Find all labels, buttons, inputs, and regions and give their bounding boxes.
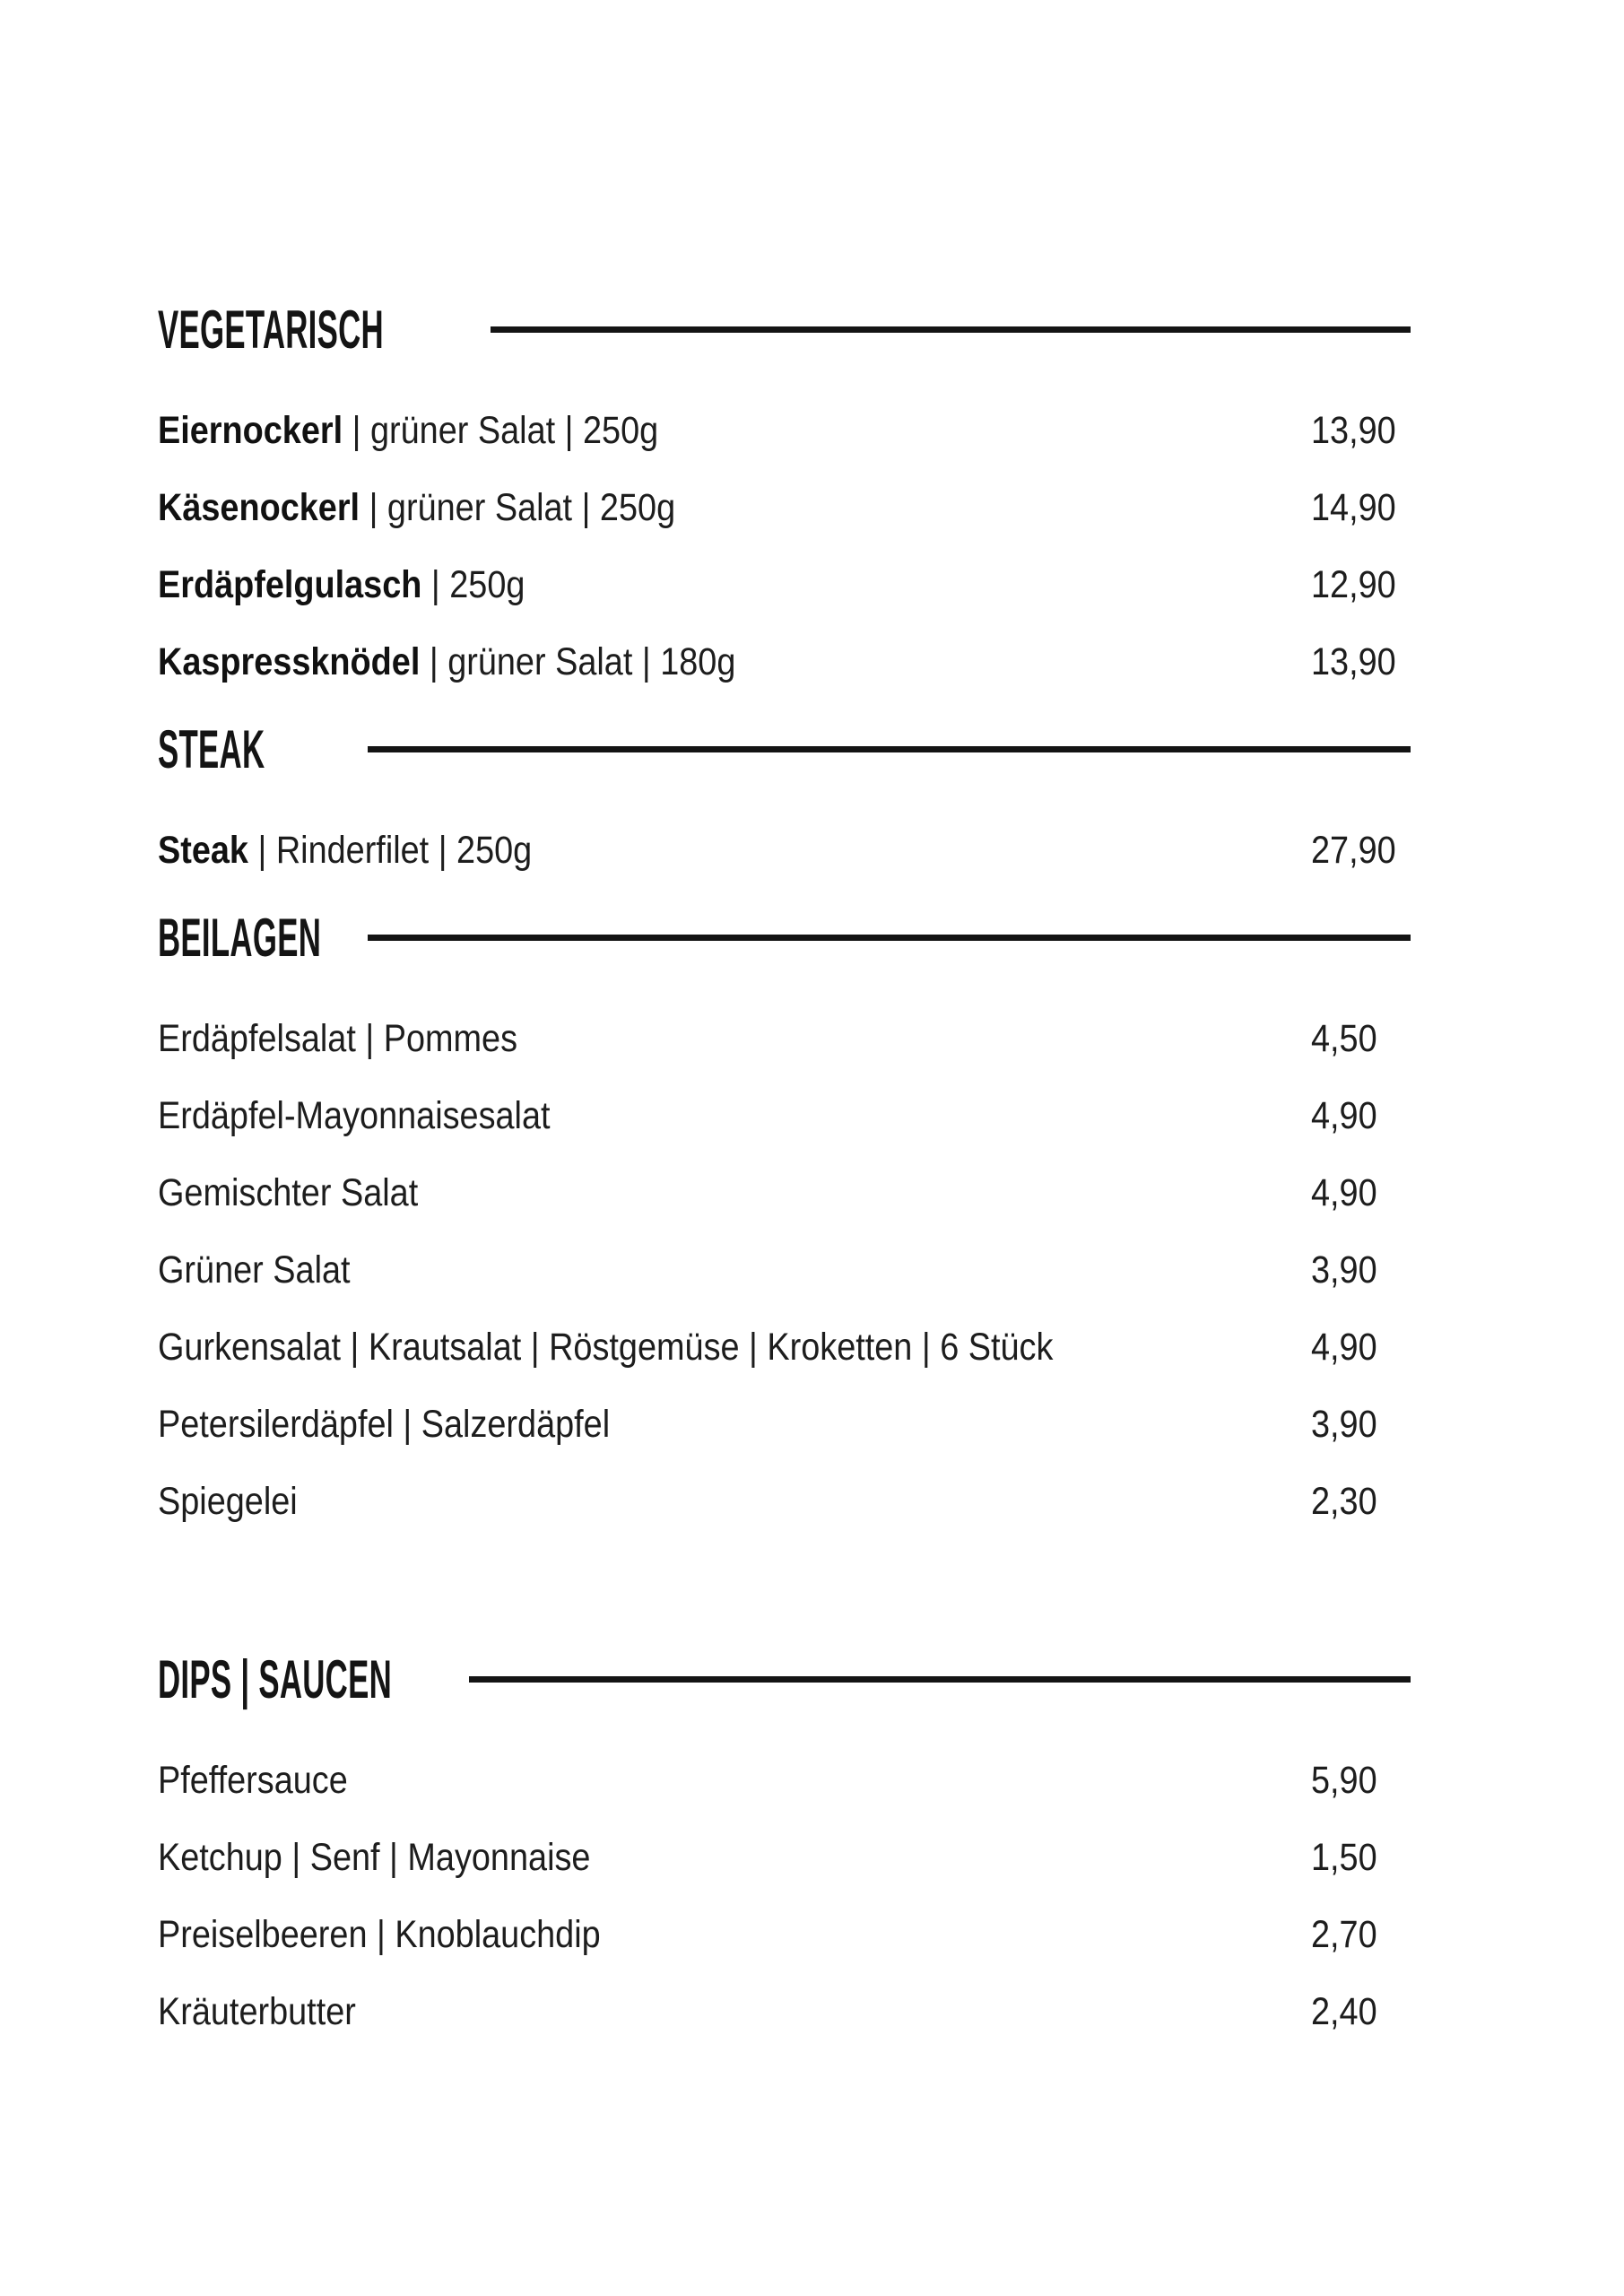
menu-item-row xyxy=(158,561,1411,608)
menu-item-row xyxy=(158,639,1411,685)
item-name: Steak xyxy=(158,829,248,872)
menu-item-text xyxy=(158,1015,517,1062)
item-description: Erdäpfelsalat | Pommes xyxy=(158,1017,518,1060)
item-description: Kräuterbutter xyxy=(158,1990,356,2033)
item-price: 4,90 xyxy=(1311,1171,1377,1214)
section-header xyxy=(158,1649,1411,1709)
menu-sections xyxy=(158,300,1411,2035)
menu-item-row xyxy=(158,484,1411,531)
menu-item-row xyxy=(158,1478,1411,1525)
item-price: 27,90 xyxy=(1311,829,1396,872)
item-price: 14,90 xyxy=(1311,486,1396,529)
menu-item-row xyxy=(158,1092,1411,1139)
menu-item-row xyxy=(158,1247,1411,1293)
menu-section xyxy=(158,719,1411,874)
menu-item-row xyxy=(158,1988,1411,2035)
section-header xyxy=(158,300,1411,360)
menu-item-text xyxy=(158,1401,610,1448)
item-price: 4,90 xyxy=(1311,1326,1377,1369)
item-description: | grüner Salat | 250g xyxy=(360,486,676,529)
menu-item-row xyxy=(158,827,1411,874)
divider-line xyxy=(368,746,1411,752)
item-description: | Rinderfilet | 250g xyxy=(248,829,533,872)
item-description: Preiselbeeren | Knoblauchdip xyxy=(158,1913,601,1956)
item-price: 3,90 xyxy=(1311,1248,1377,1292)
item-name: Erdäpfelgulasch xyxy=(158,563,422,606)
menu-item-text xyxy=(158,1757,348,1804)
menu-item-text xyxy=(158,1170,418,1216)
menu-item-row xyxy=(158,1834,1411,1881)
menu-item-row xyxy=(158,407,1411,454)
item-price: 12,90 xyxy=(1311,563,1396,606)
menu-item-text xyxy=(158,407,658,454)
item-price: 13,90 xyxy=(1311,409,1396,452)
item-name: Eiernockerl xyxy=(158,409,343,452)
menu-item-text xyxy=(158,1911,601,1958)
section-title: STEAK xyxy=(158,719,265,779)
menu-item-text xyxy=(158,561,525,608)
menu-item-row xyxy=(158,1015,1411,1062)
menu-item-text xyxy=(158,484,675,531)
menu-item-row xyxy=(158,1911,1411,1958)
menu-item-text xyxy=(158,1988,356,2035)
item-price: 2,70 xyxy=(1311,1913,1377,1956)
menu-item-text xyxy=(158,1478,298,1525)
item-price: 3,90 xyxy=(1311,1403,1377,1446)
item-description: | grüner Salat | 180g xyxy=(420,640,736,683)
divider-line xyxy=(469,1676,1411,1683)
item-description: Gemischter Salat xyxy=(158,1171,419,1214)
item-description: Ketchup | Senf | Mayonnaise xyxy=(158,1836,591,1879)
item-price: 4,90 xyxy=(1311,1094,1377,1137)
menu-item-text xyxy=(158,639,735,685)
item-description: | 250g xyxy=(421,563,525,606)
menu-section xyxy=(158,908,1411,1525)
menu-item-text xyxy=(158,1834,590,1881)
item-name: Kaspressknödel xyxy=(158,640,421,683)
item-description: | grüner Salat | 250g xyxy=(343,409,659,452)
menu-item-text xyxy=(158,1324,1053,1370)
menu-section xyxy=(158,300,1411,685)
item-name: Käsenockerl xyxy=(158,486,360,529)
section-title: DIPS | SAUCEN xyxy=(158,1649,393,1709)
item-description: Gurkensalat | Krautsalat | Röstgemüse | Kroketten | 6 Stück xyxy=(158,1326,1054,1369)
item-price: 2,30 xyxy=(1311,1480,1377,1523)
menu-item-row xyxy=(158,1324,1411,1370)
menu-item-row xyxy=(158,1170,1411,1216)
item-price: 4,50 xyxy=(1311,1017,1377,1060)
item-description: Petersilerdäpfel | Salzerdäpfel xyxy=(158,1403,611,1446)
item-price: 13,90 xyxy=(1311,640,1396,683)
section-header xyxy=(158,719,1411,779)
item-price: 5,90 xyxy=(1311,1759,1377,1802)
section-title: VEGETARISCH xyxy=(158,300,384,360)
menu-section xyxy=(158,1649,1411,2035)
divider-line xyxy=(491,326,1411,333)
item-description: Grüner Salat xyxy=(158,1248,351,1292)
item-price: 1,50 xyxy=(1311,1836,1377,1879)
section-header xyxy=(158,908,1411,968)
menu-item-row xyxy=(158,1401,1411,1448)
menu-item-text xyxy=(158,827,532,874)
item-description: Erdäpfel-Mayonnaisesalat xyxy=(158,1094,551,1137)
item-price: 2,40 xyxy=(1311,1990,1377,2033)
item-description: Spiegelei xyxy=(158,1480,298,1523)
menu-item-row xyxy=(158,1757,1411,1804)
menu-item-text xyxy=(158,1092,551,1139)
menu-item-text xyxy=(158,1247,351,1293)
section-title: BEILAGEN xyxy=(158,908,322,968)
divider-line xyxy=(368,935,1411,941)
item-description: Pfeffersauce xyxy=(158,1759,348,1802)
